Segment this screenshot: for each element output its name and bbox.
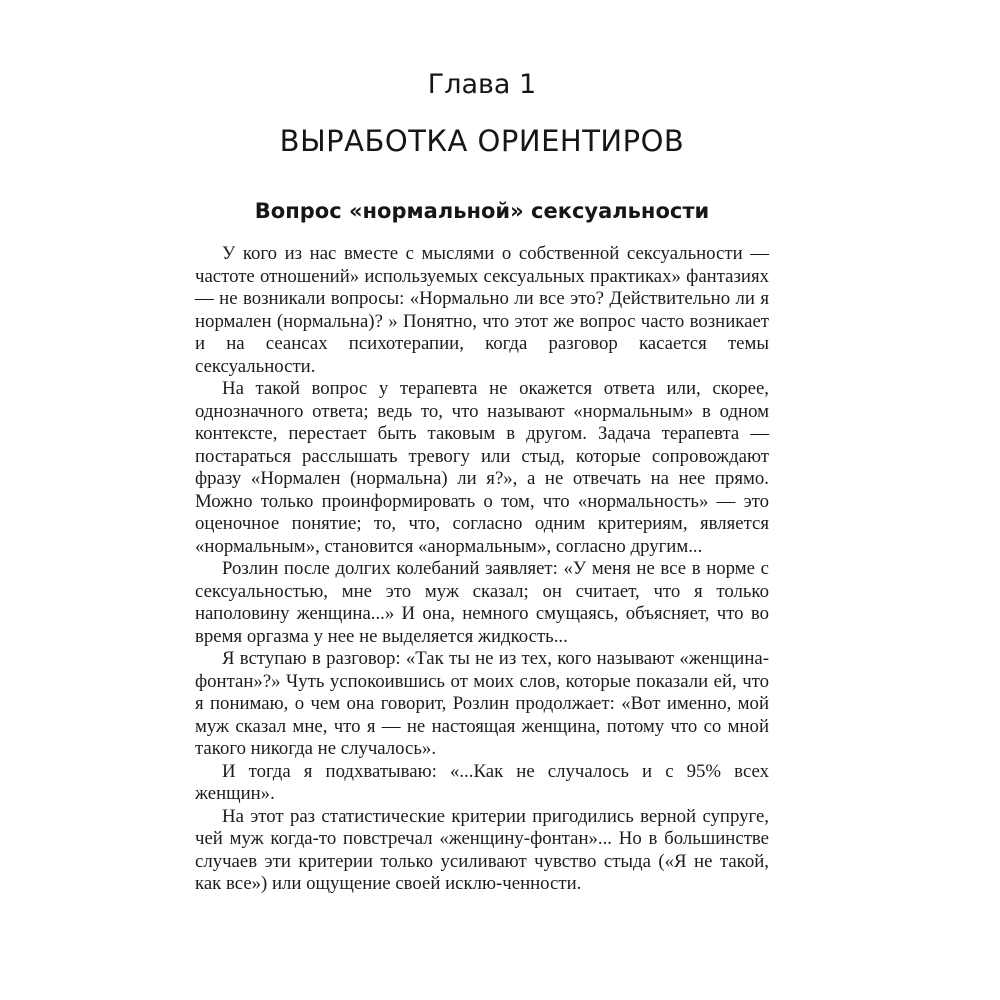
body-text [195,243,769,896]
paragraph-5: И тогда я подхватываю: «...Как не случалось и с 95% всех женщин». [195,760,769,805]
chapter-heading: Глава 1 [427,69,537,100]
paragraph-4: Я вступаю в разговор: «Так ты не из тех, кого называют «женщина-фонтан»?» Чуть успокоившись от моих слов, которые показали ей, что я понимаю, о чем она говорит, Розлин продолжает: «Вот именно, мой муж сказал мне, что я — не настоящая женщина, потому что со мной такого никогда не случалось». [195,648,769,760]
text-column [195,0,769,896]
paragraph-6: На этот раз статистические критерии пригодились верной супруге, чей муж когда-то повстречал «женщину-фонтан»... Но в большинстве случаев эти критерии только усиливают чувство стыда («Я не такой, как все») или ощущение своей исклю-ченности. [195,805,769,895]
paragraph-3: Розлин после долгих колебаний заявляет: «У меня не все в норме с сексуальностью, мне это муж сказал; он считает, что я только наполовину женщина...» И она, немного смущаясь, объясняет, что во время оргазма у нее не выделяется жидкость... [195,558,769,647]
section-heading: Вопрос «нормальной» сексуальности [254,199,710,224]
chapter-title: ВЫРАБОТКА ОРИЕНТИРОВ [279,124,685,159]
paragraph-2: На такой вопрос у терапевта не окажется ответа или, скорее, однозначного ответа; ведь то, что называют «нормальным» в одном контексте, перестает быть таковым в другом. Задача терапевта — постараться расслышать тревогу или стыд, которые сопровождают фразу «Нормален (нормальна) ли я?», а не отвечать на нее прямо. Можно только проинформировать о том, что «нормальность» — это оценочное понятие; то, что, согласно одним критериям, является «нормальным», становится «анормальным», согласно другим... [195,378,769,557]
paragraph-1: У кого из нас вместе с мыслями о собственной сексуальности — частоте отношений» используемых сексуальных практиках» фантазиях — не возникали вопросы: «Нормально ли все это? Действительно ли я нормален (нормальна)? » Понятно, что этот же вопрос часто возникает и на сеансах психотерапии, когда разговор касается темы сексуальности. [195,243,769,377]
